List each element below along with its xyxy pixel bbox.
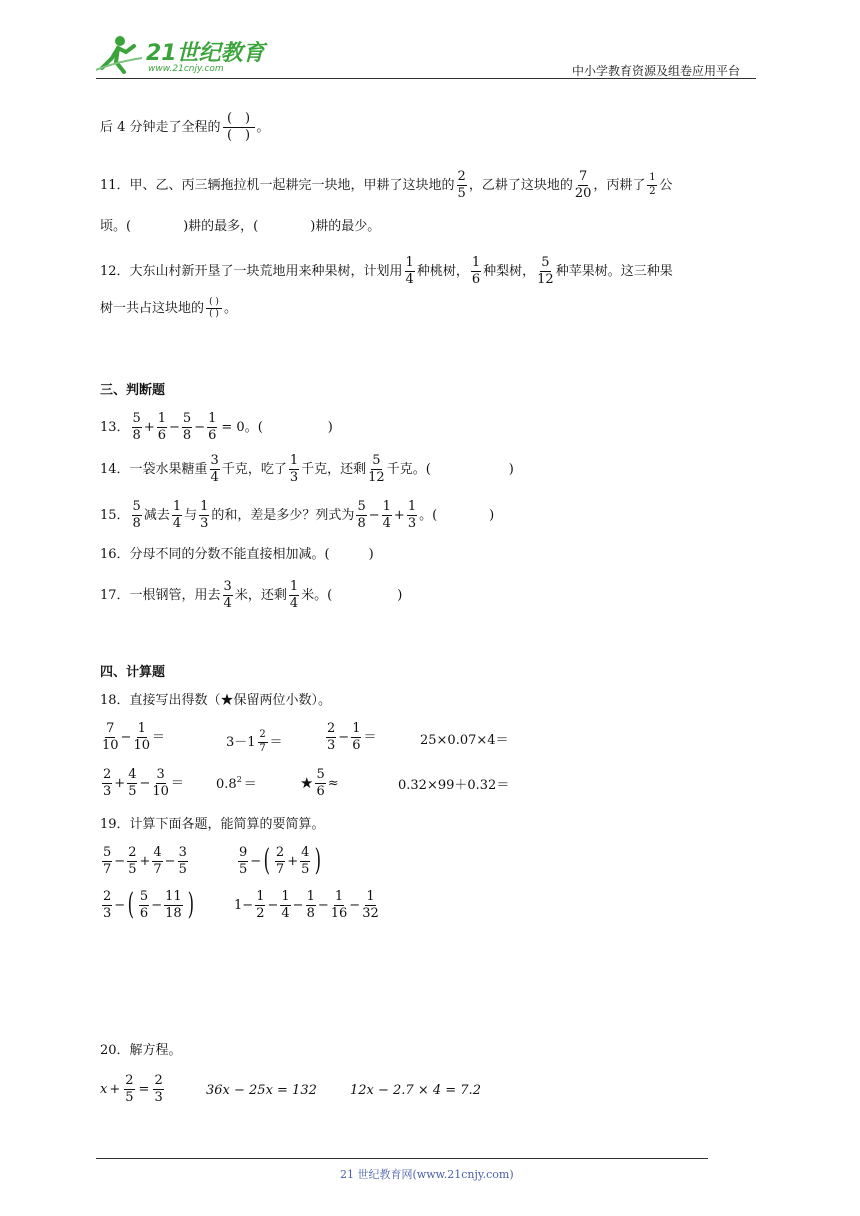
fraction: $\frac{1}{6}$ <box>471 255 481 287</box>
fraction: $\frac{2}{5}$ <box>128 845 137 877</box>
fraction: $\frac{5}{8}$ <box>357 499 366 531</box>
fraction: $\frac{1}{16}$ <box>330 889 348 921</box>
q12-line1: 12．大东山村新开垦了一块荒地用来种果树，计划用 $\frac{1}{4}$ 种桃树， $\frac{1}{6}$ 种梨树， $\frac{5}{12}$ 种苹果树。这三种果 <box>100 255 673 287</box>
fraction: $\frac{3}{10}$ <box>152 767 169 799</box>
fraction: $\frac{2}{7}$ <box>275 845 285 877</box>
q14: 14．一袋水果糖重 $\frac{3}{4}$ 千克，吃了 $\frac{1}{3}$ 千克，还剩 $\frac{5}{12}$ 千克。( ) <box>100 453 514 485</box>
fraction: $\frac{4}{5}$ <box>128 767 137 799</box>
q20-title: 20．解方程。 <box>100 1043 182 1058</box>
q19-title: 19．计算下面各题，能简算的要简算。 <box>100 817 325 832</box>
fraction: $\frac{2}{7}$ <box>259 729 266 754</box>
q11-line2: 顷。( )耕的最多，( )耕的最少。 <box>100 219 381 234</box>
fraction: $\frac{3}{4}$ <box>223 579 232 611</box>
fraction: $\frac{11}{18}$ <box>165 889 182 921</box>
fraction: $\frac{2}{3}$ <box>327 721 336 753</box>
fraction: $\frac{2}{3}$ <box>103 889 112 921</box>
fraction: $\frac{1}{4}$ <box>382 499 391 531</box>
fraction: $\frac{5}{7}$ <box>103 845 112 877</box>
fraction: $\frac{2}{3}$ <box>103 767 112 799</box>
q20-equation-1: x + $\frac{2}{5}$ = $\frac{2}{3}$ <box>100 1073 163 1105</box>
q18-title: 18．直接写出得数（★保留两位小数）。 <box>100 693 332 708</box>
fraction: $\frac{5}{6}$ <box>139 889 149 921</box>
q17: 17．一根钢管，用去 $\frac{3}{4}$ 米，还剩 $\frac{1}{4}$ 米。( ) <box>100 579 403 611</box>
fraction: $\frac{5}{12}$ <box>537 255 554 287</box>
answer-blank-fraction[interactable]: $\frac{( )}{( )}$ <box>206 298 222 320</box>
answer-blank[interactable]: 。( ) <box>244 419 333 435</box>
fraction: $\frac{5}{8}$ <box>182 411 192 443</box>
fraction: $\frac{5}{8}$ <box>132 411 141 443</box>
footer-link[interactable]: 21 世纪教育网(www.21cnjy.com) <box>340 1168 514 1181</box>
fraction: $\frac{4}{5}$ <box>301 845 310 877</box>
fraction: $\frac{1}{10}$ <box>133 721 150 753</box>
q18-expr-5: $\frac{2}{3}$ + $\frac{4}{5}$ − $\frac{3}{10}$ ＝ <box>103 767 184 799</box>
fraction: $\frac{1}{4}$ <box>405 255 414 287</box>
q18-expr-2: 3－1 $\frac{2}{7}$ ＝ <box>226 729 283 754</box>
fraction: $\frac{1}{3}$ <box>200 499 209 531</box>
fraction: $\frac{2}{5}$ <box>125 1073 134 1105</box>
footer-divider <box>96 1158 708 1159</box>
fraction: $\frac{5}{6}$ <box>316 767 325 799</box>
fraction: $\frac{1}{2}$ <box>649 172 656 197</box>
fraction: $\frac{7}{10}$ <box>102 721 119 753</box>
q18-expr-3: $\frac{2}{3}$ − $\frac{1}{6}$ ＝ <box>327 721 377 753</box>
answer-blank[interactable]: 米。( ) <box>301 587 403 603</box>
q19-expr-1: $\frac{5}{7}$ − $\frac{2}{5}$ + $\frac{4}{7}$ − $\frac{3}{5}$ <box>103 845 187 877</box>
header-right-text: 中小学教育资源及组卷应用平台 <box>572 64 741 78</box>
q20-equation-2: 36x − 25x = 132 <box>206 1083 317 1098</box>
q18-expr-4: 25×0.07×4＝ <box>420 733 509 748</box>
q19-expr-4: 1 − $\frac{1}{2}$ − $\frac{1}{4}$ − $\frac{1}{8}$ − $\frac{1}{16}$ − $\frac{1}{32}$ <box>234 889 379 921</box>
fraction: $\frac{7}{20}$ <box>574 169 592 201</box>
fraction: $\frac{1}{6}$ <box>352 721 361 753</box>
q19-expr-3: $\frac{2}{3}$ − ( $\frac{5}{6}$ − $\frac{11}{18}$ ) <box>103 887 194 923</box>
fraction: $\frac{4}{7}$ <box>153 845 162 877</box>
fraction: $\frac{1}{6}$ <box>157 411 167 443</box>
fraction: $\frac{1}{3}$ <box>289 453 299 485</box>
answer-blank[interactable]: 。( ) <box>419 507 495 523</box>
fraction: $\frac{1}{4}$ <box>289 579 299 611</box>
q18-expr-1: $\frac{7}{10}$ − $\frac{1}{10}$ ＝ <box>102 721 166 753</box>
answer-blank[interactable]: 千克。( ) <box>386 461 514 477</box>
fraction: $\frac{1}{2}$ <box>256 889 265 921</box>
q16: 16．分母不同的分数不能直接相加减。( ) <box>100 547 374 562</box>
q18-expr-8: 0.32×99＋0.32＝ <box>398 778 510 793</box>
q15: 15． $\frac{5}{8}$ 减去 $\frac{1}{4}$ 与 $\frac{1}{3}$ 的和，差是多少？列式为 $\frac{5}{8}$ − $\frac{1}{4}$ + $\frac{1}{3}$ 。( ) <box>100 499 495 531</box>
logo-url: www.21cnjy.com <box>148 64 224 74</box>
section-title-judgement: 三、判断题 <box>100 383 166 398</box>
q13: 13． $\frac{5}{8}$ + $\frac{1}{6}$ − $\frac{5}{8}$ − $\frac{1}{6}$ = 0 。( ) <box>100 411 333 443</box>
fraction: $\frac{5}{8}$ <box>132 499 141 531</box>
fraction: $\frac{1}{6}$ <box>208 411 217 443</box>
q19-expr-2: $\frac{9}{5}$ − ( $\frac{2}{7}$ + $\frac{4}{5}$ ) <box>239 843 322 879</box>
fraction: $\frac{1}{3}$ <box>407 499 417 531</box>
fraction: $\frac{2}{5}$ <box>457 169 466 201</box>
fraction: $\frac{2}{3}$ <box>154 1073 163 1105</box>
fraction: $\frac{5}{12}$ <box>368 453 385 485</box>
q10-tail: 后 4 分钟走了全程的 $\frac{( )}{( )}$ 。 <box>100 111 270 143</box>
fraction: $\frac{1}{32}$ <box>362 889 379 921</box>
q20-equation-3: 12x − 2.7 × 4 = 7.2 <box>350 1083 481 1098</box>
q11-line1: 11．甲、乙、丙三辆拖拉机一起耕完一块地，甲耕了这块地的 $\frac{2}{5}$ ，乙耕了这块地的 $\frac{7}{20}$ ，丙耕了 $\frac{1}{2}$ 公 <box>100 169 673 201</box>
fraction: $\frac{1}{4}$ <box>281 889 290 921</box>
header-divider <box>96 78 756 79</box>
fraction: $\frac{1}{8}$ <box>306 889 315 921</box>
logo-text: 21世纪教育 <box>146 41 265 66</box>
fraction: $\frac{1}{4}$ <box>172 499 182 531</box>
fraction: $\frac{3}{5}$ <box>178 845 187 877</box>
q12-line2: 树一共占这块地的 $\frac{( )}{( )}$ 。 <box>100 297 238 320</box>
q18-expr-6: 0.8 $^2$ ＝ <box>216 774 257 792</box>
q18-expr-7: ★ $\frac{5}{6}$ ≈ <box>300 767 339 799</box>
star-icon: ★ <box>300 773 314 792</box>
fraction: $\frac{9}{5}$ <box>239 845 248 877</box>
fraction: $\frac{3}{4}$ <box>210 453 219 485</box>
answer-blank-fraction[interactable]: $\frac{( )}{( )}$ <box>223 112 255 142</box>
section-title-calculation: 四、计算题 <box>100 665 166 680</box>
